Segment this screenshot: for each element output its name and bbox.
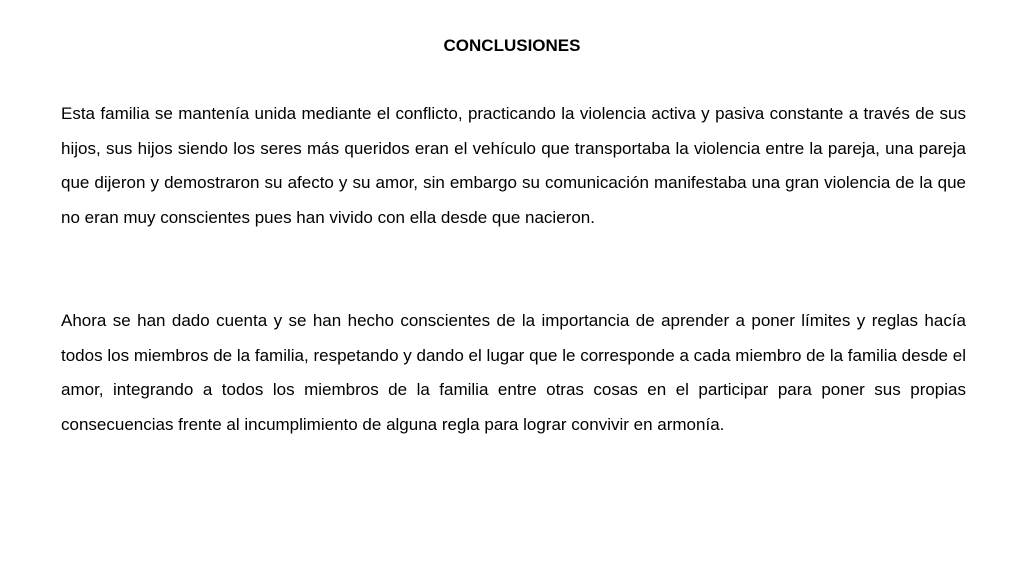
page-title: CONCLUSIONES xyxy=(443,36,581,55)
paragraph-2: Ahora se han dado cuenta y se han hecho conscientes de la importancia de aprender a poner límites y reglas hacía todos los miembros de la familia, respetando y dando el lugar que le corresponde a cada miembro de la familia desde el amor, integrando a todos los miembros de la familia entre otras cosas en el participar para poner sus propias consecuencias frente al incumplimiento de alguna regla para lograr convivir en armonía. xyxy=(61,311,966,434)
paragraph-1: Esta familia se mantenía unida mediante el conflicto, practicando la violencia activa y pasiva constante a través de sus hijos, sus hijos siendo los seres más queridos eran el vehículo que transportaba la violencia entre la pareja, una pareja que dijeron y demostraron su afecto y su amor, sin embargo su comunicación manifestaba una gran violencia de la que no eran muy conscientes pues han vivido con ella desde que nacieron. xyxy=(61,104,966,227)
